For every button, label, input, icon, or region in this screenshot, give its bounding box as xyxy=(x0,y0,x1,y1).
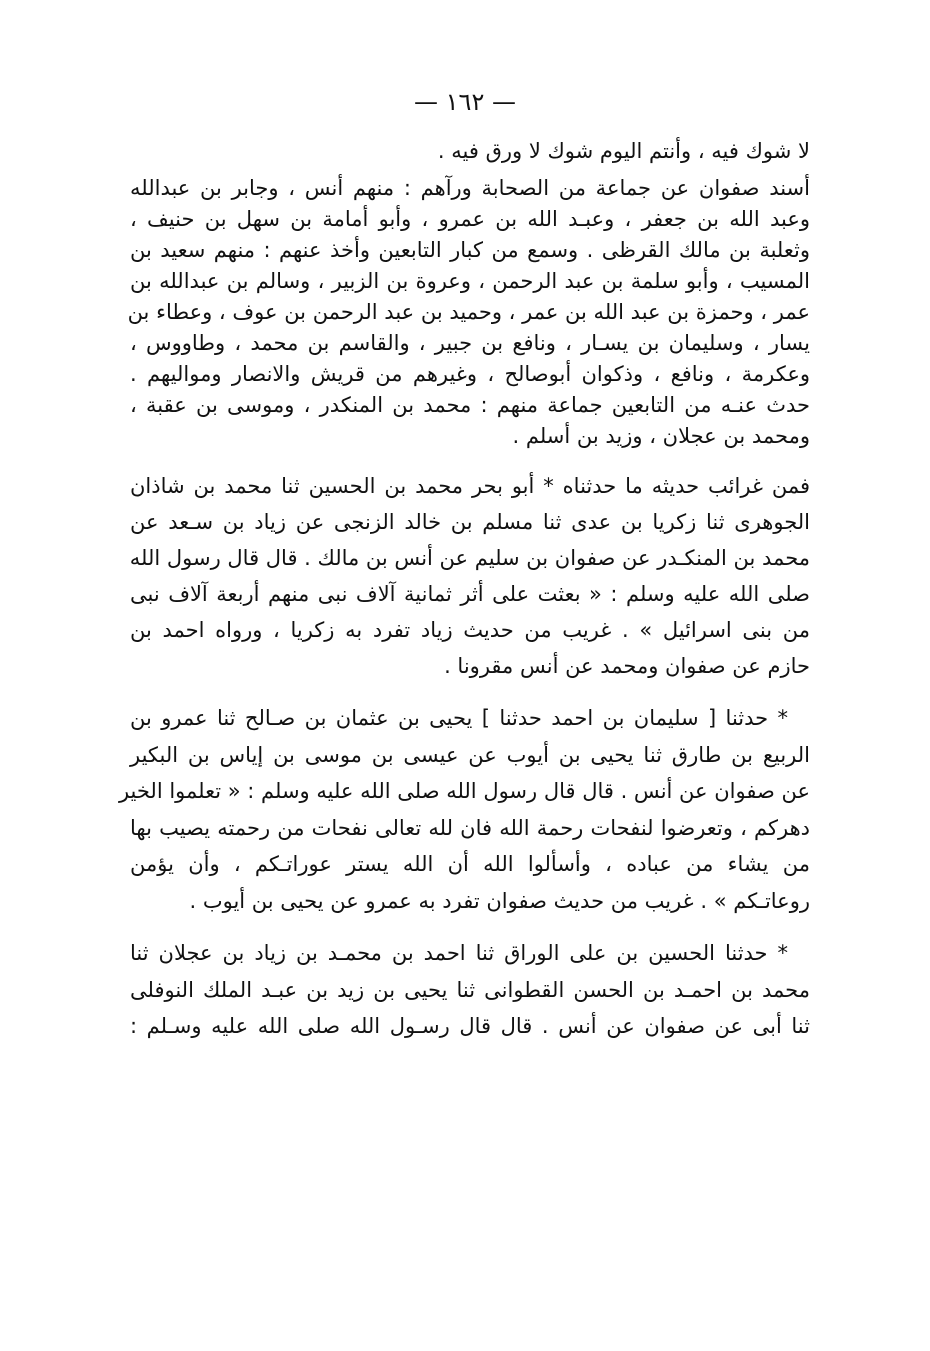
text-line: المسيب ، وأبو سلمة بن عبد الرحمن ، وعروة بن الزبير ، وسالم بن عبدالله بن xyxy=(130,269,810,293)
text-line: من يشاء من عباده ، وأسألوا الله أن الله يستر عوراتـكم ، وأن يؤمن xyxy=(130,852,810,876)
text-line: حازم عن صفوان ومحمد عن أنس مقرونا . xyxy=(444,654,810,678)
text-line: روعاتـكم » . غريب من حديث صفوان تفرد به عمرو عن يحيى بن أيوب . xyxy=(189,888,810,913)
text-line: دهركم ، وتعرضوا لنفحات رحمة الله فان لله تعالى نفحات من رحمته يصيب بها xyxy=(130,815,810,840)
text-line: وعكرمة ، ونافع ، وذكوان أبوصالح ، وغيرهم من قريش والانصار ومواليهم . xyxy=(130,362,810,386)
text-line: محمد بن احمـد بن الحسن القطوانى ثنا يحيى بن زيد بن عبـد الملك النوفلى xyxy=(130,977,810,1002)
body-text xyxy=(118,136,810,1045)
text-line: حدث عنـه من التابعين جماعة منهم : محمد بن المنكدر ، وموسى بن عقبة ، xyxy=(130,393,810,417)
page-number: — ١٦٢ — xyxy=(414,88,516,116)
text-line: لا شوك فيه ، وأنتم اليوم شوك لا ورق فيه . xyxy=(437,139,810,163)
text-line: ومحمد بن عجلان ، وزيد بن أسلم . xyxy=(512,424,810,448)
text-line: الربيع بن طارق ثنا يحيى بن أيوب عن عيسى بن موسى بن إياس بن البكير xyxy=(130,742,810,767)
text-line: يسار ، وسليمان بن يسـار ، ونافع بن جبير ، والقاسم بن محمد ، وطاووس ، xyxy=(130,331,810,355)
paragraph-hadith-3 xyxy=(130,935,810,1045)
text-line: عن صفوان عن أنس . قال قال رسول الله صلى الله عليه وسلم : « تعلموا الخير xyxy=(118,779,810,803)
text-line: * حدثنا الحسين بن على الوراق ثنا احمد بن محمـد بن زياد بن عجلان ثنا xyxy=(130,941,788,965)
text-line: صلى الله عليه وسلم : « بعثت على أثر ثمانية آلاف نبى منهم أربعة آلاف نبى xyxy=(130,582,810,606)
text-line: أسند صفوان عن جماعة من الصحابة ورآهم : منهم أنس ، وجابر بن عبدالله xyxy=(130,176,810,200)
text-line: * حدثنا [ سليمان بن احمد حدثنا ] يحيى بن عثمان بن صـالح ثنا عمرو بن xyxy=(130,706,788,730)
text-line: عمر ، وحمزة بن عبد الله بن عمر ، وحميد بن عبد الرحمن بن عوف ، وعطاء بن xyxy=(127,300,810,324)
text-line: فمن غرائب حديثه ما حدثناه * أبو بحر محمد بن الحسين ثنا محمد بن شاذان xyxy=(130,474,810,498)
text-line: وثعلبة بن مالك القرظى . وسمع من كبار التابعين وأخذ عنهم : منهم سعيد بن xyxy=(130,238,810,262)
text-line: ثنا أبى عن صفوان عن أنس . قال قال رسـول الله صلى الله عليه وسـلم : xyxy=(130,1014,810,1038)
text-line: الجوهرى ثنا زكريا بن عدى ثنا مسلم بن خالد الزنجى عن زياد بن سـعد عن xyxy=(130,510,810,534)
paragraph-biography xyxy=(127,173,810,452)
text-line: محمد بن المنكـدر عن صفوان بن سليم عن أنس بن مالك . قال قال رسول الله xyxy=(129,546,810,570)
paragraph-opening xyxy=(130,136,810,167)
text-line: وعبد الله بن جعفر ، وعبـد الله بن عمرو ، وأبو أمامة بن سهل بن حنيف ، xyxy=(130,207,810,231)
paragraph-hadith-2 xyxy=(118,700,810,919)
paragraph-hadith-1 xyxy=(130,468,810,684)
text-line: من بنى اسرائيل » . غريب من حديث زياد تفرد به زكريا ، ورواه احمد بن xyxy=(130,618,810,642)
